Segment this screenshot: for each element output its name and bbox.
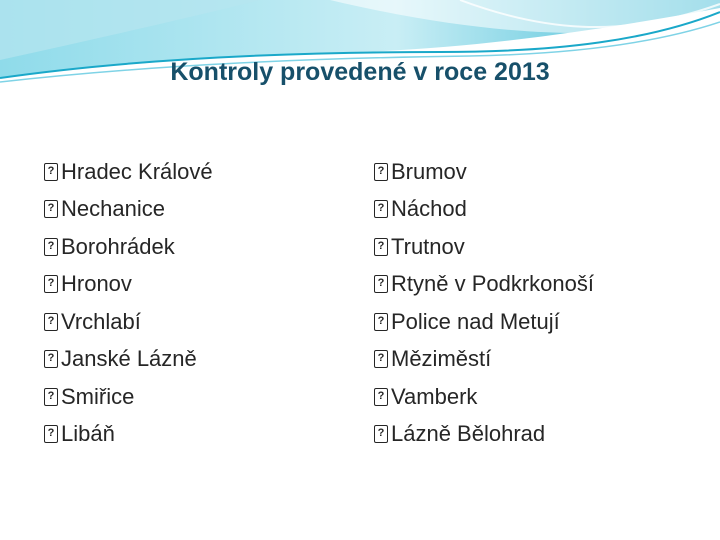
list-item-label: Hronov <box>61 271 132 297</box>
missing-glyph-bullet-icon <box>374 163 388 181</box>
missing-glyph-bullet-icon <box>44 200 58 218</box>
list-item-label: Hradec Králové <box>61 158 213 184</box>
missing-glyph-bullet-icon <box>374 313 388 331</box>
list-item <box>374 416 594 454</box>
list-item-label: Lázně Bělohrad <box>391 421 546 447</box>
list-item-label: Náchod <box>391 196 467 222</box>
missing-glyph-bullet-icon <box>44 350 58 368</box>
right-column-list <box>374 153 594 453</box>
list-item-label: Vamberk <box>391 383 478 409</box>
list-item-label: Borohrádek <box>61 233 175 259</box>
missing-glyph-bullet-icon <box>44 425 58 443</box>
list-item-label: Smiřice <box>61 383 135 409</box>
list-item <box>44 416 213 454</box>
list-item <box>374 303 594 341</box>
missing-glyph-bullet-icon <box>374 425 388 443</box>
list-item-label: Libáň <box>61 421 115 447</box>
list-item <box>44 153 213 191</box>
missing-glyph-bullet-icon <box>44 238 58 256</box>
missing-glyph-bullet-icon <box>44 275 58 293</box>
list-item <box>374 191 594 229</box>
missing-glyph-bullet-icon <box>374 238 388 256</box>
list-item <box>44 228 213 266</box>
missing-glyph-bullet-icon <box>44 313 58 331</box>
missing-glyph-bullet-icon <box>374 388 388 406</box>
list-item <box>374 153 594 191</box>
slide-title: Kontroly provedené v roce 2013 <box>170 58 550 86</box>
list-item-label: Brumov <box>391 158 467 184</box>
missing-glyph-bullet-icon <box>374 200 388 218</box>
list-item <box>44 266 213 304</box>
list-item <box>44 341 213 379</box>
missing-glyph-bullet-icon <box>374 350 388 368</box>
list-item <box>374 341 594 379</box>
list-item <box>44 378 213 416</box>
list-item <box>374 228 594 266</box>
list-item-label: Měziměstí <box>391 346 492 372</box>
list-item <box>374 378 594 416</box>
list-item-label: Trutnov <box>391 233 465 259</box>
list-item <box>374 266 594 304</box>
list-item <box>44 191 213 229</box>
missing-glyph-bullet-icon <box>44 163 58 181</box>
list-item-label: Janské Lázně <box>61 346 197 372</box>
list-item-label: Nechanice <box>61 196 165 222</box>
left-column-list <box>44 153 213 453</box>
list-item-label: Vrchlabí <box>61 308 141 334</box>
missing-glyph-bullet-icon <box>44 388 58 406</box>
list-item <box>44 303 213 341</box>
missing-glyph-bullet-icon <box>374 275 388 293</box>
list-item-label: Police nad Metují <box>391 308 560 334</box>
list-item-label: Rtyně v Podkrkonoší <box>391 271 594 297</box>
